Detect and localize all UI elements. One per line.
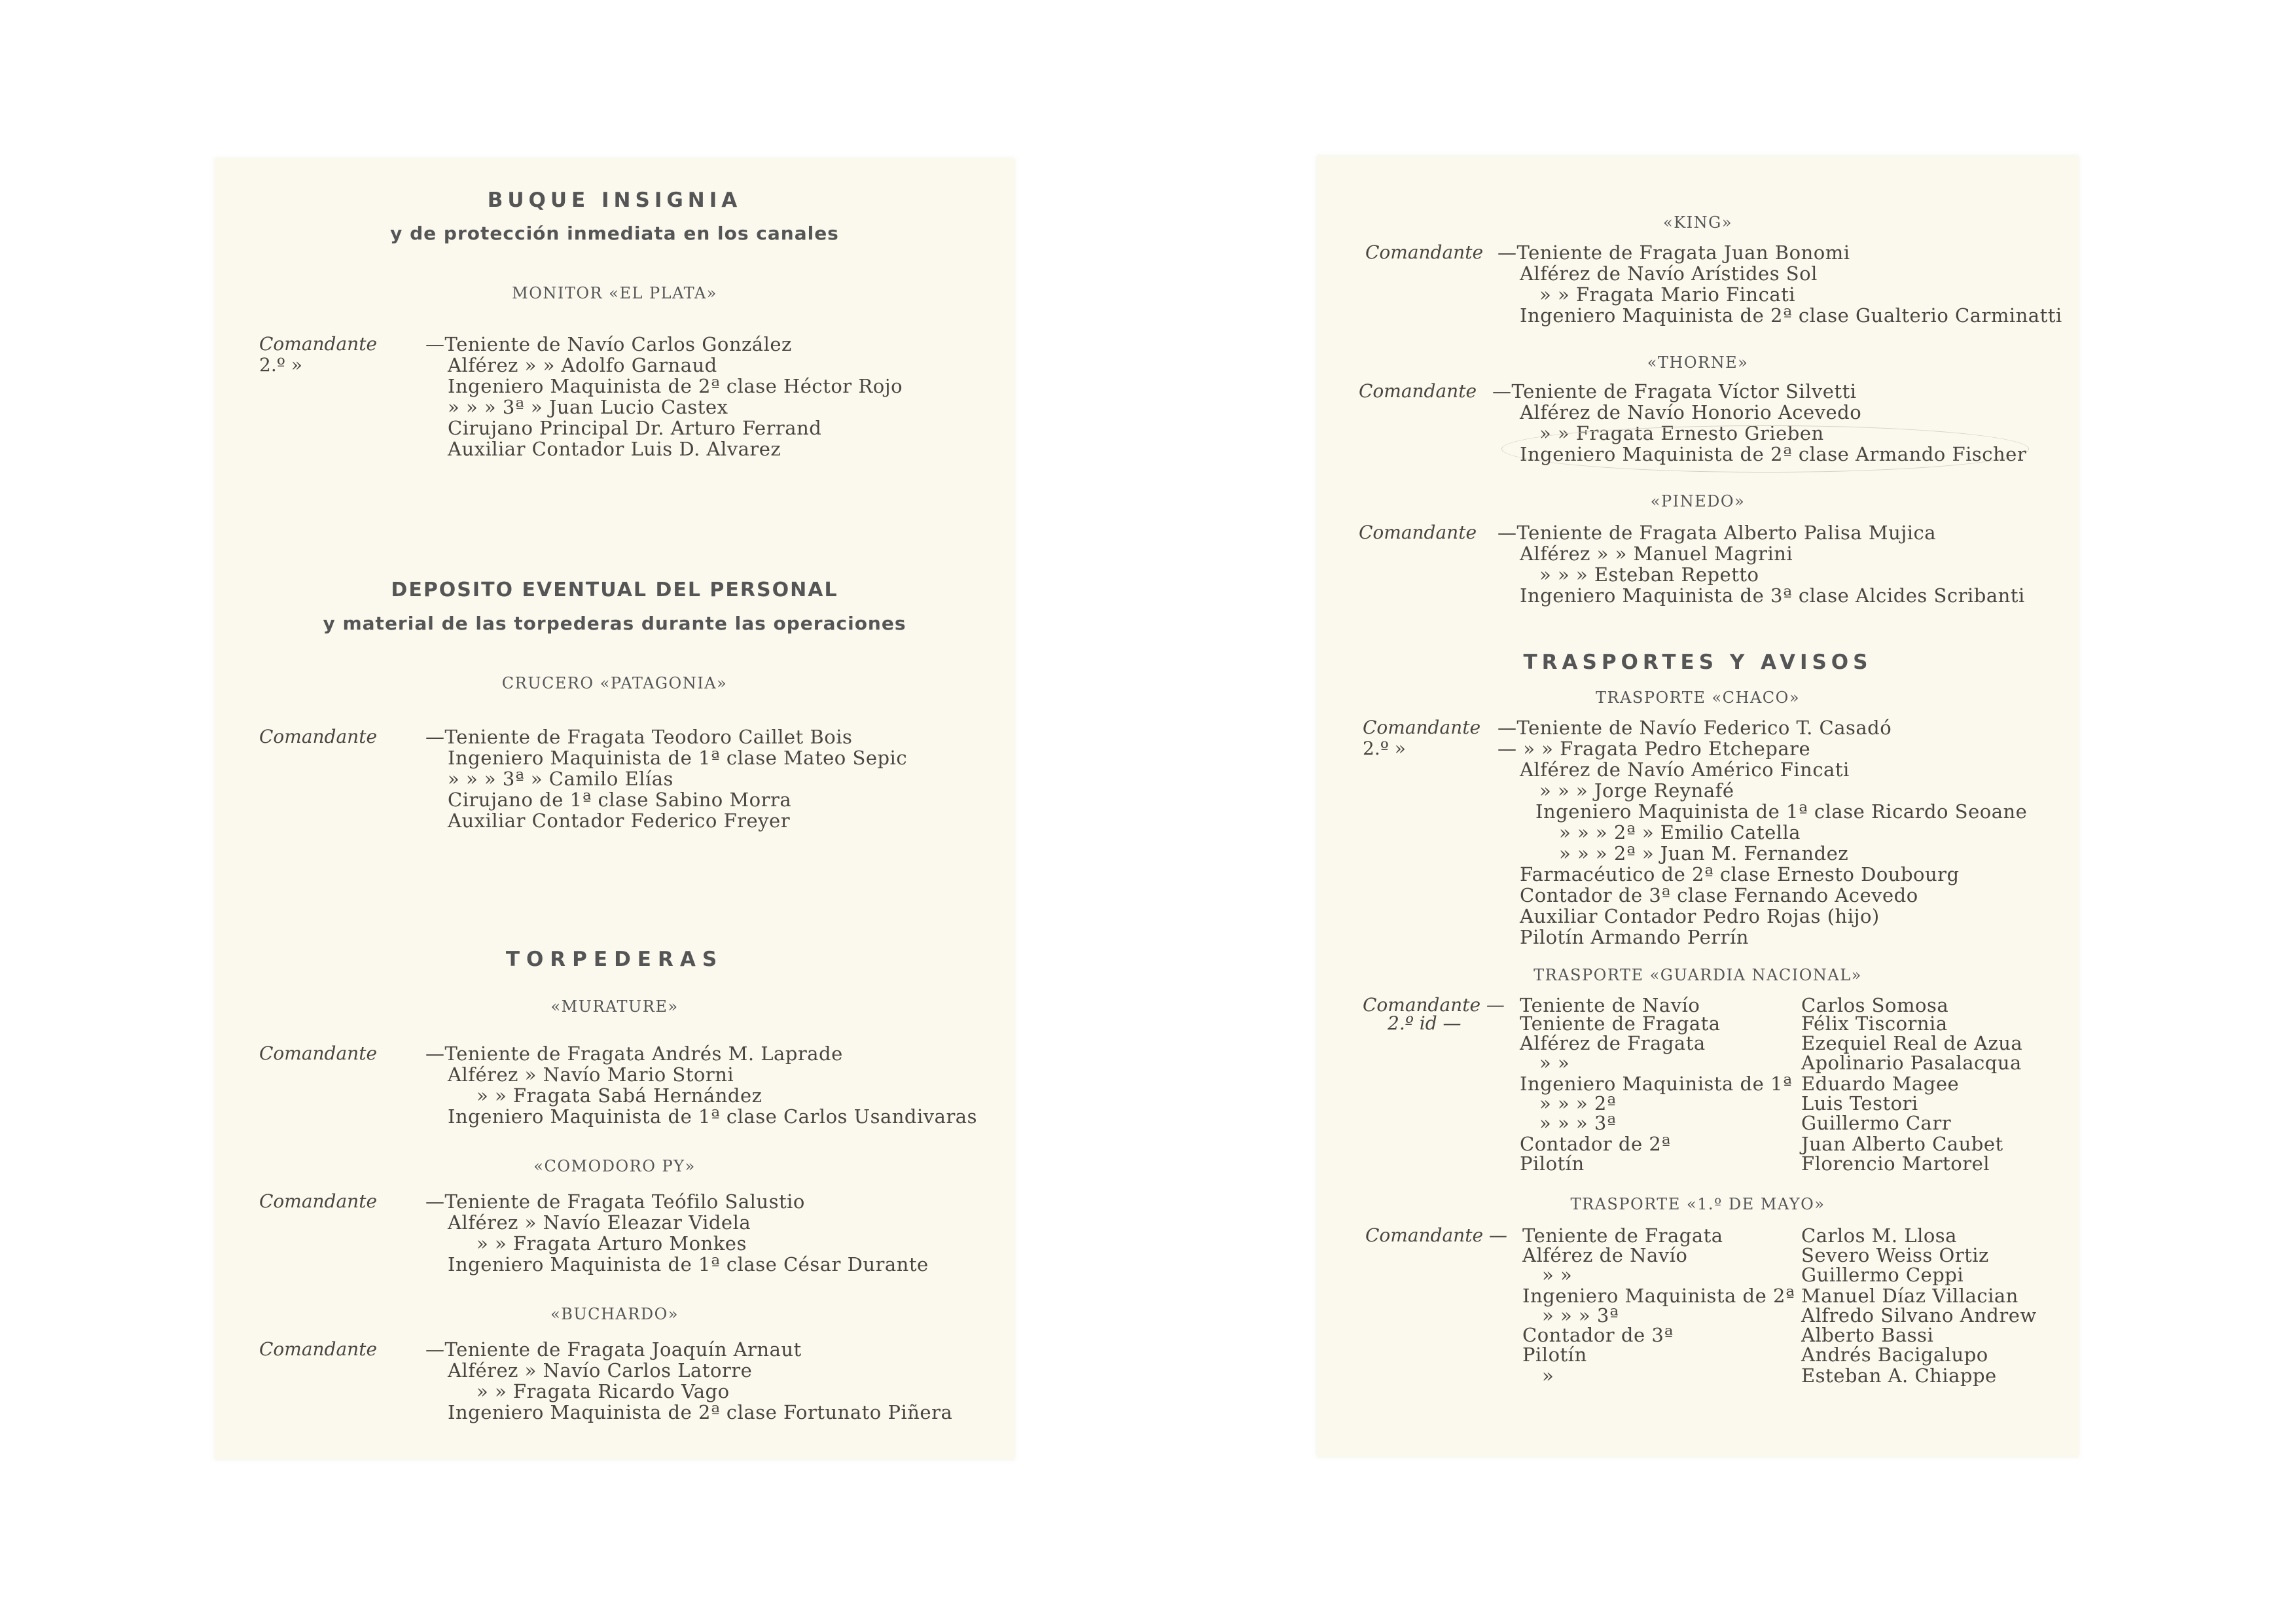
crew-line: Ingeniero Maquinista de 1ª clase Mateo Sepic (448, 747, 908, 769)
crew-line: » » » 2ª » Emilio Catella (1559, 821, 1801, 844)
crew-line: » » Fragata Arturo Monkes (476, 1232, 747, 1255)
crew-line: —Teniente de Fragata Víctor Silvetti (1492, 380, 1857, 402)
crew-role: » » » 2ª (1539, 1092, 1617, 1115)
crew-line: —Teniente de Fragata Teodoro Caillet Bois (425, 726, 853, 748)
deposito-subtitle: y material de las torpederas durante las operaciones (323, 613, 906, 634)
rank-label: Comandante (259, 726, 378, 747)
crew-role: » » » 3ª (1542, 1304, 1619, 1327)
rank-label: 2.º » (259, 354, 302, 376)
ship-name-pinedo: «PINEDO» (1650, 492, 1746, 510)
crew-role: Ingeniero Maquinista de 2ª (1522, 1285, 1795, 1307)
crew-line: Ingeniero Maquinista de 2ª clase Fortunato Piñera (448, 1401, 953, 1423)
crew-line: Auxiliar Contador Luis D. Alvarez (448, 438, 781, 460)
crew-line: Ingeniero Maquinista de 1ª clase Ricardo Seoane (1535, 800, 2028, 823)
crew-line: Auxiliar Contador Pedro Rojas (hijo) (1520, 905, 1880, 927)
crew-line: — » » Fragata Pedro Etchepare (1498, 738, 1811, 760)
crew-line: » » Fragata Sabá Hernández (476, 1084, 762, 1107)
crew-line: —Teniente de Fragata Teófilo Salustio (425, 1190, 805, 1213)
crew-name: Eduardo Magee (1801, 1073, 1960, 1095)
crew-role: » (1542, 1364, 1554, 1387)
crew-role: » » (1539, 1052, 1570, 1074)
crew-line: Cirujano de 1ª clase Sabino Morra (448, 789, 792, 811)
crew-role: » » » 3ª (1539, 1112, 1617, 1134)
crew-name: Guillermo Ceppi (1801, 1264, 1964, 1286)
crew-line: Alférez » » Adolfo Garnaud (448, 354, 717, 376)
crew-line: Cirujano Principal Dr. Arturo Ferrand (448, 417, 822, 439)
rank-label: Comandante (1365, 241, 1484, 263)
crew-line: —Teniente de Navío Carlos González (425, 333, 792, 355)
crew-name: Ezequiel Real de Azua (1801, 1032, 2023, 1054)
ship-name-guardia-nacional: TRASPORTE «GUARDIA NACIONAL» (1534, 966, 1862, 984)
crew-line: » » » Jorge Reynafé (1539, 779, 1734, 802)
crew-line: Auxiliar Contador Federico Freyer (448, 810, 791, 832)
crew-role: Contador de 3ª (1522, 1324, 1674, 1346)
crew-line: » » Fragata Ricardo Vago (476, 1380, 730, 1402)
crew-line: Alférez » Navío Carlos Latorre (448, 1359, 753, 1382)
crew-role: » » (1542, 1264, 1573, 1286)
crew-name: Luis Testori (1801, 1092, 1918, 1115)
deposito-title: DEPOSITO EVENTUAL DEL PERSONAL (391, 579, 838, 601)
crew-line: Ingeniero Maquinista de 2ª clase Gualterio Carminatti (1520, 304, 2062, 327)
ship-name-thorne: «THORNE» (1647, 353, 1749, 372)
crew-name: Carlos Somosa (1801, 994, 1949, 1016)
crew-line: Contador de 3ª clase Fernando Acevedo (1520, 884, 1918, 906)
rank-label: Comandante (259, 1190, 378, 1212)
crew-name: Apolinario Pasalacqua (1801, 1052, 2022, 1074)
crew-line: Alférez de Navío Arístides Sol (1520, 262, 1818, 285)
crew-line: Alférez de Navío Américo Fincati (1520, 758, 1850, 781)
rank-label: Comandante (1363, 717, 1481, 738)
crew-role: Alférez de Fragata (1520, 1032, 1706, 1054)
crew-name: Florencio Martorel (1801, 1152, 1990, 1175)
crew-line: Ingeniero Maquinista de 2ª clase Armando Fischer (1520, 443, 2027, 465)
ship-name-el-plata: MONITOR «EL PLATA» (512, 284, 717, 302)
crew-role: Ingeniero Maquinista de 1ª (1520, 1073, 1793, 1095)
crew-line: » » » 3ª » Camilo Elías (448, 768, 673, 790)
crew-line: Alférez de Navío Honorio Acevedo (1520, 401, 1862, 423)
crew-line: Ingeniero Maquinista de 1ª clase César Durante (448, 1253, 929, 1275)
rank-label: Comandante — (1365, 1224, 1507, 1246)
crew-name: Guillermo Carr (1801, 1112, 1952, 1134)
crew-name: Esteban A. Chiappe (1801, 1364, 1997, 1387)
left-page (215, 158, 1014, 1459)
ship-name-king: «KING» (1663, 213, 1732, 232)
crew-line: Ingeniero Maquinista de 3ª clase Alcides Scribanti (1520, 584, 2025, 607)
crew-line: » » » 3ª » Juan Lucio Castex (448, 396, 728, 418)
ship-name-comodoro-py: «COMODORO PY» (533, 1157, 696, 1175)
crew-line: Alférez » Navío Mario Storni (448, 1063, 734, 1086)
crew-role: Teniente de Navío (1520, 994, 1700, 1016)
crew-line: Ingeniero Maquinista de 2ª clase Héctor Rojo (448, 375, 903, 397)
crew-role: Pilotín (1520, 1152, 1585, 1175)
rank-label: Comandante (1359, 380, 1477, 402)
crew-name: Severo Weiss Ortiz (1801, 1244, 1989, 1266)
crew-role: Contador de 2ª (1520, 1133, 1671, 1155)
crew-line: » » Fragata Mario Fincati (1539, 283, 1796, 306)
crew-role: Teniente de Fragata (1520, 1012, 1721, 1035)
crew-role: Alférez de Navío (1522, 1244, 1688, 1266)
crew-line: —Teniente de Fragata Alberto Palisa Mujica (1498, 522, 1937, 544)
right-page (1317, 156, 2079, 1457)
buque-insignia-title: BUQUE INSIGNIA (487, 188, 742, 212)
crew-line: —Teniente de Navío Federico T. Casadó (1498, 717, 1892, 739)
crew-name: Juan Alberto Caubet (1801, 1133, 2003, 1155)
ship-name-buchardo: «BUCHARDO» (550, 1305, 679, 1323)
crew-name: Manuel Díaz Villacian (1801, 1285, 2018, 1307)
crew-name: Félix Tiscornia (1801, 1012, 1948, 1035)
crew-role: Teniente de Fragata (1522, 1224, 1723, 1247)
crew-line: —Teniente de Fragata Andrés M. Laprade (425, 1043, 843, 1065)
crew-line: Pilotín Armando Perrín (1520, 926, 1749, 948)
crew-line: » » » 2ª » Juan M. Fernandez (1559, 842, 1849, 865)
rank-label: 2.º » (1363, 738, 1406, 759)
crew-line: » » » Esteban Repetto (1539, 563, 1759, 586)
crew-name: Carlos M. Llosa (1801, 1224, 1957, 1247)
crew-role: Pilotín (1522, 1344, 1587, 1366)
crew-line: Alférez » » Manuel Magrini (1520, 543, 1793, 565)
rank-label: Comandante (1359, 522, 1477, 543)
crew-line: Ingeniero Maquinista de 1ª clase Carlos Usandivaras (448, 1105, 977, 1128)
buque-insignia-subtitle: y de protección inmediata en los canales (390, 223, 839, 244)
torpederas-title: TORPEDERAS (505, 948, 724, 971)
rank-label: Comandante — (1363, 994, 1505, 1016)
crew-name: Alberto Bassi (1801, 1324, 1934, 1346)
ship-name-murature: «MURATURE» (550, 997, 679, 1016)
rank-label: Comandante (259, 333, 378, 355)
ship-name-patagonia: CRUCERO «PATAGONIA» (501, 674, 728, 692)
crew-line: —Teniente de Fragata Juan Bonomi (1498, 241, 1850, 264)
rank-label: Comandante (259, 1338, 378, 1360)
ship-name-1-de-mayo: TRASPORTE «1.º DE MAYO» (1570, 1195, 1825, 1213)
crew-line: Farmacéutico de 2ª clase Ernesto Doubourg (1520, 863, 1960, 885)
crew-line: » » Fragata Ernesto Grieben (1539, 422, 1824, 444)
crew-name: Andrés Bacigalupo (1801, 1344, 1988, 1366)
trasportes-title: TRASPORTES Y AVISOS (1523, 651, 1873, 674)
crew-line: Alférez » Navío Eleazar Videla (448, 1211, 751, 1234)
ship-name-chaco: TRASPORTE «CHACO» (1595, 688, 1800, 707)
rank-label: 2.º id — (1388, 1012, 1462, 1034)
crew-name: Alfredo Silvano Andrew (1801, 1304, 2037, 1327)
crew-line: —Teniente de Fragata Joaquín Arnaut (425, 1338, 802, 1361)
rank-label: Comandante (259, 1043, 378, 1064)
